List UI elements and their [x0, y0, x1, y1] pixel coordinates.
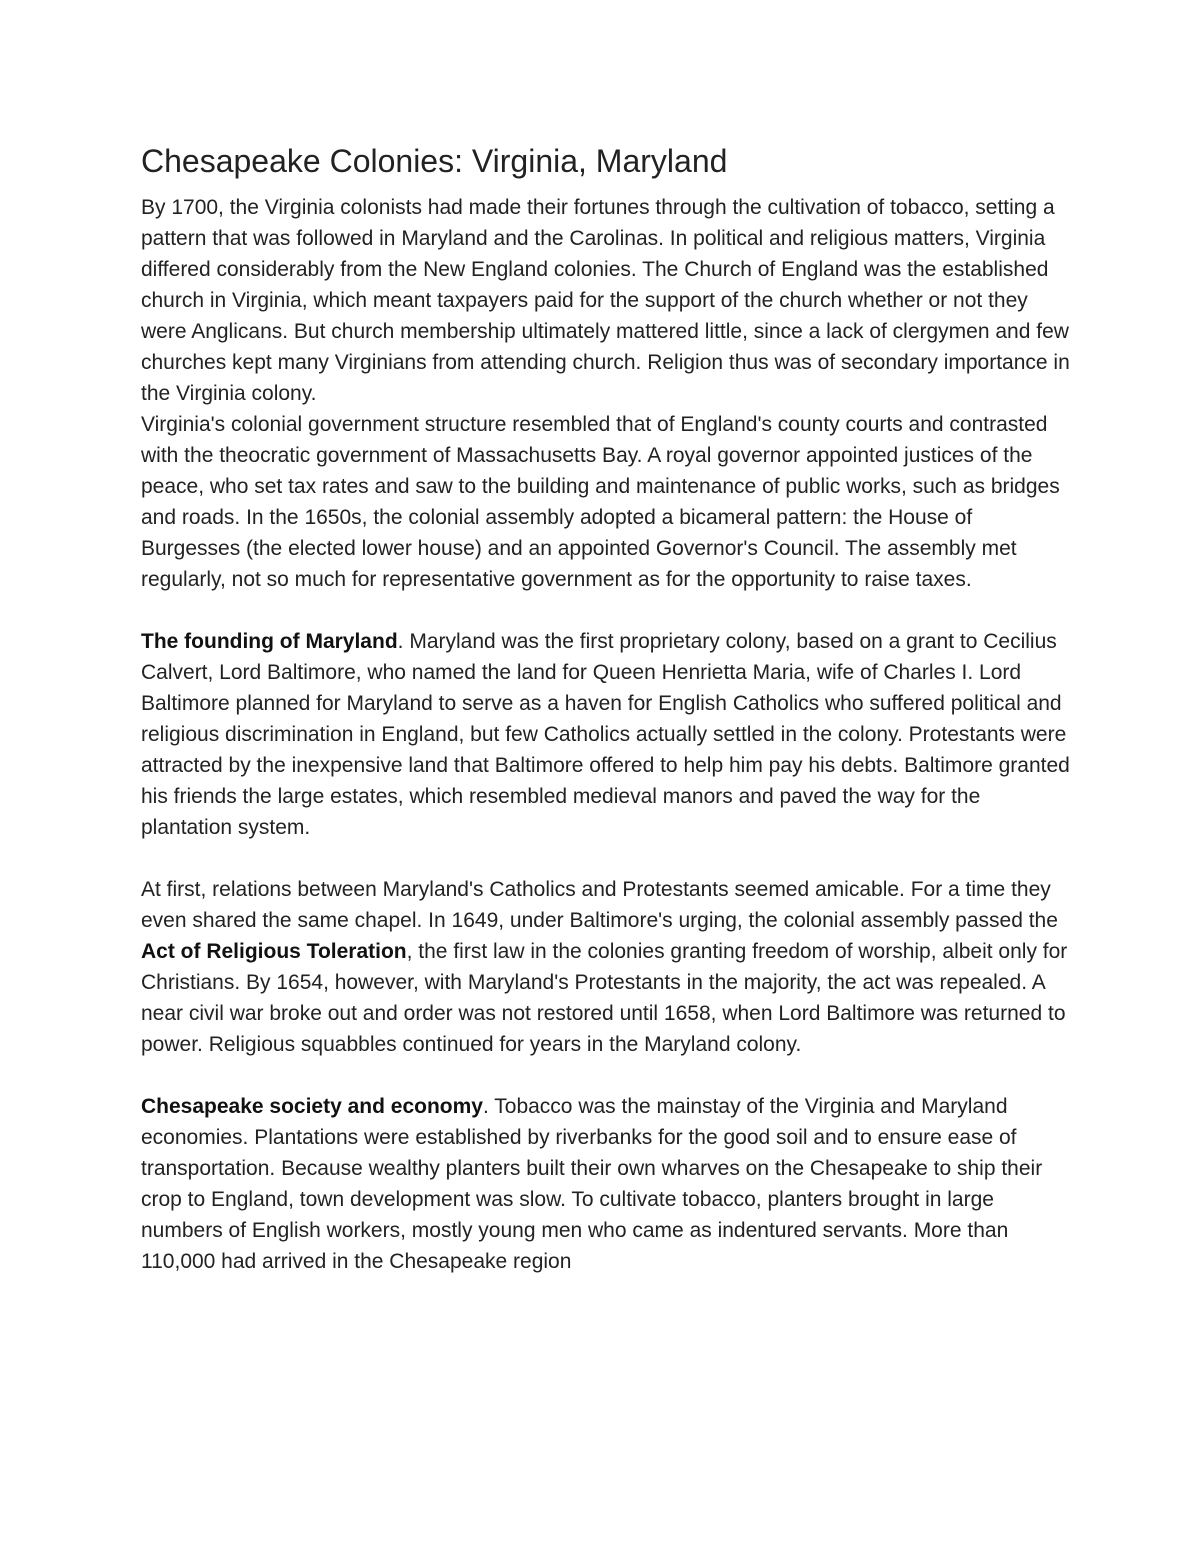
- paragraph-founding-of-maryland: [141, 626, 1071, 843]
- section-heading-founding-of-maryland: The founding of Maryland: [141, 630, 398, 653]
- term-act-of-religious-toleration: Act of Religious Toleration: [141, 940, 407, 963]
- paragraph-chesapeake-society: [141, 1091, 1071, 1277]
- paragraph-virginia-religion: By 1700, the Virginia colonists had made their fortunes through the cultivation of tobacco, setting a pattern that was followed in Maryland and the Carolinas. In political and religious matters, Virginia differed considerably from the New England colonies. The Church of England was the established church in Virginia, which meant taxpayers paid for the support of the church whether or not they were Anglicans. But church membership ultimately mattered little, since a lack of clergymen and few churches kept many Virginians from attending church. Religion thus was of secondary importance in the Virginia colony.: [141, 196, 1070, 405]
- document-body: [141, 140, 1071, 1277]
- page-title: Chesapeake Colonies: Virginia, Maryland: [141, 143, 728, 179]
- paragraph-religious-toleration: [141, 874, 1071, 1060]
- paragraph-spacer: [141, 595, 1071, 626]
- paragraph-religious-toleration-text-start: At first, relations between Maryland's Catholics and Protestants seemed amicable. For a time they even shared the same chapel. In 1649, under Baltimore's urging, the colonial assembly passed the: [141, 878, 1058, 932]
- paragraph-chesapeake-society-text: . Tobacco was the mainstay of the Virginia and Maryland economies. Plantations were established by riverbanks for the good soil and to ensure ease of transportation. Because wealthy planters built their own wharves on the Chesapeake to ship their crop to England, town development was slow. To cultivate tobacco, planters brought in large numbers of English workers, mostly young men who came as indentured servants. More than 110,000 had arrived in the Chesapeake region: [141, 1095, 1043, 1273]
- paragraph-founding-of-maryland-text: . Maryland was the first proprietary colony, based on a grant to Cecilius Calvert, Lord Baltimore, who named the land for Queen Henrietta Maria, wife of Charles I. Lord Baltimore planned for Maryland to serve as a haven for English Catholics who suffered political and religious discrimination in England, but few Catholics actually settled in the colony. Protestants were attracted by the inexpensive land that Baltimore offered to help him pay his debts. Baltimore granted his friends the large estates, which resembled medieval manors and paved the way for the plantation system.: [141, 630, 1070, 839]
- paragraph-spacer: [141, 1060, 1071, 1091]
- paragraph-virginia-government: Virginia's colonial government structure resembled that of England's county courts and contrasted with the theocratic government of Massachusetts Bay. A royal governor appointed justices of the peace, who set tax rates and saw to the building and maintenance of public works, such as bridges and roads. In the 1650s, the colonial assembly adopted a bicameral pattern: the House of Burgesses (the elected lower house) and an appointed Governor's Council. The assembly met regularly, not so much for representative government as for the opportunity to raise taxes.: [141, 413, 1060, 591]
- paragraph-spacer: [141, 843, 1071, 874]
- paragraph-religious-toleration-text-end: , the first law in the colonies granting freedom of worship, albeit only for Christians. By 1654, however, with Maryland's Protestants in the majority, the act was repealed. A near civil war broke out and order was not restored until 1658, when Lord Baltimore was returned to power. Religious squabbles continued for years in the Maryland colony.: [141, 940, 1068, 1056]
- section-heading-chesapeake-society: Chesapeake society and economy: [141, 1095, 483, 1118]
